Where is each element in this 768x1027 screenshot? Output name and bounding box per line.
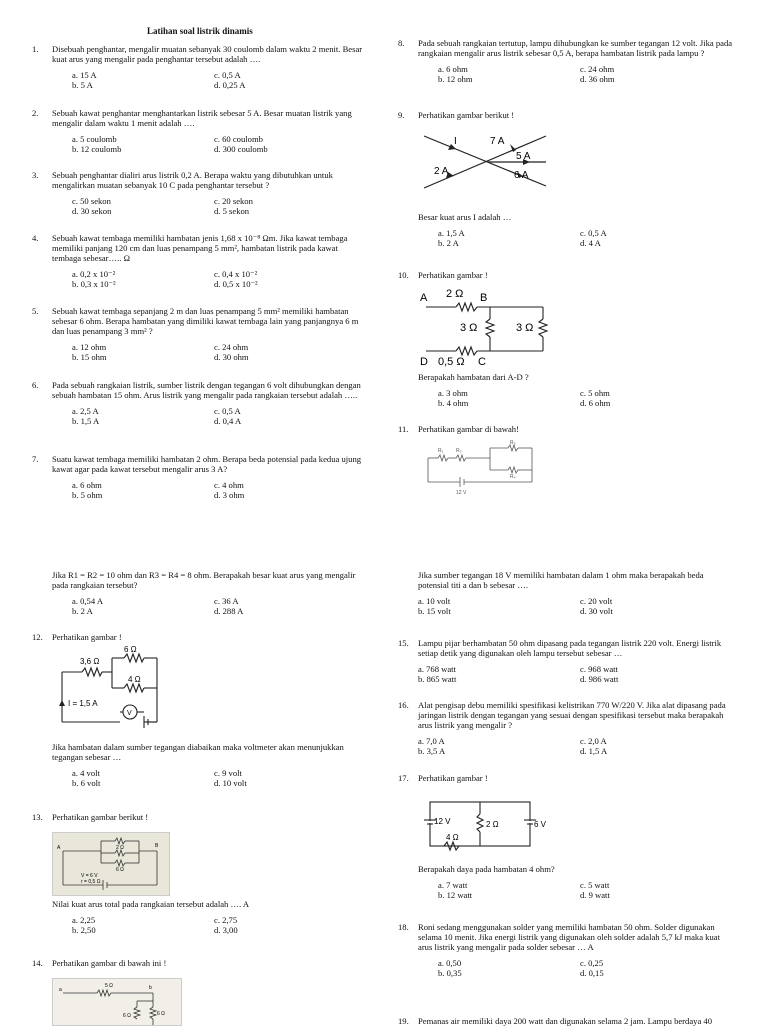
figure-11-circuit [420, 440, 540, 496]
option-a[interactable]: a. 15 A [72, 70, 97, 80]
options [398, 228, 733, 248]
resistor-2ohm: 2 Ω [446, 288, 464, 300]
option-a[interactable]: a. 1,5 A [438, 228, 465, 238]
question-text: Disebuah penghantar, mengalir muatan sebanyak 30 coulomb dalam waktu 2 menit. Besar kuat arus yang mengalir pada penghantar tersebut adalah …. [52, 44, 363, 64]
question-number: 8. [398, 38, 405, 48]
options [32, 134, 367, 154]
node-b: b [149, 985, 152, 991]
options [398, 958, 733, 978]
option-a[interactable]: a. 7,0 A [418, 736, 445, 746]
option-a[interactable]: a. 3 ohm [438, 388, 468, 398]
question-9-continued [398, 212, 733, 248]
option-c[interactable]: c. 5 ohm [580, 388, 610, 398]
question-text: Pada sebuah rangkaian tertutup, lampu dihubungkan ke sumber tegangan 12 volt. Jika pada rangkaian mengalir arus listrik sebesar 0,5 A, berapa hambatan listrik pada lampu ? [418, 38, 733, 58]
question-17-continued [398, 864, 733, 900]
node-b: B [480, 292, 488, 304]
question-2 [32, 108, 367, 154]
question-text: Perhatikan gambar ! [52, 632, 122, 642]
question-19 [398, 1016, 758, 1026]
label-2a: 2 A [434, 166, 449, 177]
options [32, 70, 367, 90]
question-number: 15. [398, 638, 409, 648]
option-c[interactable]: c. 36 A [214, 596, 239, 606]
figure-13-photo [52, 832, 170, 896]
question-text: Roni sedang menggunakan solder yang memiliki hambatan 50 ohm. Solder digunakan selama 10 menit. Jika energi listrik yang digunakan oleh solder adalah 5,7 kJ maka kuat arus listrik yang mengalir pada solder sebesar … A [418, 922, 720, 952]
question-number: 12. [32, 632, 43, 642]
label-12v: 12 V [456, 490, 467, 496]
question-number: 17. [398, 773, 409, 783]
question-10-continued [398, 372, 733, 408]
question-text: Nilai kuat arus total pada rangkaian tersebut adalah …. A [52, 899, 250, 909]
node-d: D [420, 356, 428, 368]
node-c: C [478, 356, 486, 368]
options [32, 196, 367, 216]
option-b[interactable]: b. 2 A [72, 606, 93, 616]
question-text: Sebuah kawat tembaga memiliki hambatan jenis 1,68 x 10⁻⁸ Ωm. Jika kawat tembaga memiliki panjang 120 cm dan luas penampang 5 mm², hambatan listrik pada kawat tembaga sebesar….. Ω [52, 233, 348, 263]
option-b[interactable]: b. 0,35 [438, 968, 462, 978]
options [32, 269, 367, 289]
question-4 [32, 233, 367, 289]
page-title: Latihan soal listrik dinamis [147, 26, 253, 36]
question-text: Perhatikan gambar di bawah! [418, 424, 519, 434]
question-number: 14. [32, 958, 43, 968]
question-number: 13. [32, 812, 43, 822]
options [398, 596, 733, 616]
option-a[interactable]: c. 50 sekon [72, 196, 111, 206]
question-14 [32, 958, 367, 968]
label-5a: 5 A [516, 151, 531, 162]
label-r1: R₁ [438, 448, 444, 454]
label-I: I [454, 136, 457, 147]
question-text: Lampu pijar berhambatan 50 ohm dipasang pada tegangan listrik 220 volt. Energi listrik setiap detik yang digunakan oleh lampu tersebut sebesar … [418, 638, 722, 658]
option-d[interactable]: d. 3 ohm [214, 490, 245, 500]
question-11-continued [32, 570, 367, 616]
label-2ohm: 2 Ω [486, 820, 499, 829]
options [32, 480, 367, 500]
node-b: B [155, 843, 159, 849]
option-b[interactable]: b. 5 A [72, 80, 93, 90]
option-c[interactable]: c. 0,4 x 10⁻² [214, 269, 258, 279]
option-c[interactable]: c. 2,0 A [580, 736, 607, 746]
question-12-continued [32, 742, 367, 788]
option-d[interactable]: d. 0,15 [580, 968, 604, 978]
question-number: 18. [398, 922, 409, 932]
options [398, 388, 733, 408]
option-b[interactable]: b. 865 watt [418, 674, 457, 684]
option-c[interactable]: c. 24 ohm [214, 342, 249, 352]
question-text: Alat pengisap debu memiliki spesifikasi kelistrikan 770 W/220 V. Jika alat dipasang pada jaringan listrik dengan tegangan yang sesuai dengan spesifikasi tersebut maka berapakah arus listrik yang mengalir ? [418, 700, 726, 730]
option-b[interactable]: b. 15 volt [418, 606, 451, 616]
question-number: 2. [32, 108, 39, 118]
label-6ohm-1: 6 Ω [123, 1013, 131, 1019]
option-b[interactable]: d. 30 sekon [72, 206, 112, 216]
question-text: Besar kuat arus I adalah … [418, 212, 512, 222]
node-a: A [57, 845, 61, 851]
question-number: 9. [398, 110, 405, 120]
resistor-05ohm: 0,5 Ω [438, 356, 465, 368]
label-6a: 6 A [514, 170, 529, 181]
option-d[interactable]: d. 986 watt [580, 674, 619, 684]
question-text: Sebuah kawat tembaga sepanjang 2 m dan luas penampang 5 mm² memiliki hambatan sebesar 6 ohm. Berapa hambatan yang dimiliki kawat tembaga lain yang panjangnya 6 m dan luas penampang 3 mm² ? [52, 306, 359, 336]
question-7 [32, 454, 367, 500]
question-number: 3. [32, 170, 39, 180]
question-1 [32, 44, 367, 90]
figure-17-circuit [420, 796, 550, 854]
question-text: Sebuah kawat penghantar menghantarkan listrik sebesar 5 A. Besar muatan listrik yang mengalir dalam waktu 1 menit adalah …. [52, 108, 352, 128]
question-text: Jika R1 = R2 = 10 ohm dan R3 = R4 = 8 ohm. Berapakah besar kuat arus yang mengalir pada rangkaian tersebut? [52, 570, 356, 590]
option-a[interactable]: a. 2,25 [72, 915, 96, 925]
option-c[interactable]: c. 20 sekon [214, 196, 253, 206]
figure-9-current-junction [418, 126, 558, 196]
question-text: Berapakah hambatan dari A-D ? [418, 372, 529, 382]
option-d[interactable]: d. 0,25 A [214, 80, 246, 90]
question-13-continued [32, 899, 367, 935]
option-a[interactable]: a. 5 coulomb [72, 134, 117, 144]
option-d[interactable]: d. 9 watt [580, 890, 610, 900]
option-a[interactable]: a. 768 watt [418, 664, 456, 674]
question-number: 5. [32, 306, 39, 316]
option-a[interactable]: a. 0,50 [438, 958, 462, 968]
option-c[interactable]: c. 0,5 A [214, 406, 241, 416]
question-17 [398, 773, 733, 783]
question-number: 6. [32, 380, 39, 390]
question-12 [32, 632, 367, 642]
option-b[interactable]: b. 5 ohm [72, 490, 103, 500]
option-c[interactable]: c. 60 coulomb [214, 134, 263, 144]
question-number: 7. [32, 454, 39, 464]
question-text: Perhatikan gambar berikut ! [52, 812, 149, 822]
option-c[interactable]: c. 0,5 A [580, 228, 607, 238]
option-c[interactable]: c. 968 watt [580, 664, 618, 674]
options [398, 736, 733, 756]
question-text: Perhatikan gambar di bawah ini ! [52, 958, 167, 968]
figure-10-circuit [418, 285, 553, 370]
option-d[interactable]: d. 300 coulomb [214, 144, 268, 154]
option-d[interactable]: d. 30 ohm [214, 352, 249, 362]
option-b[interactable]: b. 15 ohm [72, 352, 107, 362]
option-c[interactable]: c. 9 volt [214, 768, 242, 778]
question-number: 10. [398, 270, 409, 280]
question-13 [32, 812, 367, 822]
options [32, 406, 367, 426]
question-8 [398, 38, 733, 84]
option-b[interactable]: b. 2 A [438, 238, 459, 248]
option-d[interactable]: d. 30 volt [580, 606, 613, 616]
option-b[interactable]: b. 4 ohm [438, 398, 469, 408]
option-c[interactable]: c. 4 ohm [214, 480, 244, 490]
label-4ohm: 4 Ω [128, 675, 141, 684]
option-d[interactable]: d. 0,5 x 10⁻² [214, 279, 258, 289]
question-14-continued [398, 570, 733, 616]
option-b[interactable]: b. 12 watt [438, 890, 473, 900]
option-b[interactable]: b. 1,5 A [72, 416, 100, 426]
figure-12-circuit [52, 644, 182, 734]
option-d[interactable]: d. 6 ohm [580, 398, 611, 408]
voltmeter-symbol: V [127, 710, 132, 717]
option-c[interactable]: c. 2,75 [214, 915, 238, 925]
options [32, 596, 367, 616]
question-text: Jika hambatan dalam sumber tegangan diabaikan maka voltmeter akan menunjukkan tegangan sebesar … [52, 742, 344, 762]
question-text: Jika sumber tegangan 18 V memiliki hambatan dalam 1 ohm maka berapakah beda potensial titi a dan b sebesar …. [418, 570, 704, 590]
option-d[interactable]: d. 3,00 [214, 925, 238, 935]
option-b[interactable]: b. 6 volt [72, 778, 101, 788]
question-3 [32, 170, 367, 216]
question-9 [398, 110, 733, 120]
figure-14-photo [52, 978, 182, 1026]
options [32, 768, 367, 788]
question-text: Suatu kawat tembaga memiliki hambatan 2 ohm. Berapa beda potensial pada kedua ujung kawat agar pada kawat tersebut mengalir arus 3 A? [52, 454, 362, 474]
node-a: a [59, 987, 62, 993]
option-a[interactable]: a. 4 volt [72, 768, 100, 778]
option-b[interactable]: b. 12 ohm [438, 74, 473, 84]
question-text: Sebuah penghantar dialiri arus listrik 0,2 A. Berapa waktu yang dibutuhkan untuk mengalirkan muatan sebanyak 10 C pada penghantar tersebut ? [52, 170, 333, 190]
option-c[interactable]: c. 20 volt [580, 596, 613, 606]
label-6ohm-2: 6 Ω [157, 1011, 165, 1017]
question-text: Perhatikan gambar ! [418, 270, 488, 280]
question-10 [398, 270, 733, 280]
label-4ohm: 4 Ω [446, 833, 459, 842]
question-18 [398, 922, 733, 978]
option-b[interactable]: b. 3,5 A [418, 746, 446, 756]
label-internal-r: r = 0,5 Ω [81, 879, 101, 885]
question-text: Perhatikan gambar ! [418, 773, 488, 783]
options [398, 64, 733, 84]
question-number: 11. [398, 424, 409, 434]
question-text: Berapakah daya pada hambatan 4 ohm? [418, 864, 555, 874]
option-c[interactable]: c. 5 watt [580, 880, 610, 890]
option-a[interactable]: a. 7 watt [438, 880, 468, 890]
resistor-3ohm-1: 3 Ω [460, 322, 478, 334]
option-a[interactable]: a. 0,54 A [72, 596, 104, 606]
question-number: 19. [398, 1016, 409, 1026]
question-5 [32, 306, 367, 362]
option-c[interactable]: c. 24 ohm [580, 64, 615, 74]
options [398, 880, 733, 900]
question-text: Pemanas air memiliki daya 200 watt dan digunakan selama 2 jam. Lampu berdaya 40 [418, 1016, 713, 1026]
option-c[interactable]: c. 0,5 A [214, 70, 241, 80]
question-text: Perhatikan gambar berikut ! [418, 110, 515, 120]
label-r3: R₃ [510, 440, 516, 446]
label-36ohm: 3,6 Ω [80, 657, 100, 666]
question-6 [32, 380, 367, 426]
label-6ohm: 6 Ω [116, 867, 124, 873]
option-d[interactable]: d. 4 A [580, 238, 601, 248]
option-a[interactable]: a. 0,2 x 10⁻² [72, 269, 116, 279]
question-text: Pada sebuah rangkaian listrik, sumber listrik dengan tegangan 6 volt dihubungkan dengan sebuah hambatan 15 ohm. Arus listrik yang mengalir pada rangkaian tersebut adalah ….. [52, 380, 361, 400]
option-a[interactable]: a. 10 volt [418, 596, 451, 606]
label-r2: R₂ [456, 448, 462, 454]
option-d[interactable]: d. 288 A [214, 606, 244, 616]
option-a[interactable]: a. 6 ohm [438, 64, 468, 74]
question-number: 16. [398, 700, 409, 710]
label-r4: R₄ [510, 474, 516, 480]
label-voltage: V = 6 V [81, 873, 98, 879]
option-a[interactable]: a. 6 ohm [72, 480, 102, 490]
label-2ohm: 2 Ω [116, 845, 124, 851]
option-b[interactable]: b. 2,50 [72, 925, 96, 935]
question-number: 1. [32, 44, 39, 54]
label-7a: 7 A [490, 136, 505, 147]
node-a: A [420, 292, 428, 304]
label-5ohm: 5 Ω [105, 983, 113, 989]
options [32, 342, 367, 362]
label-current: I = 1,5 A [68, 699, 98, 708]
question-15 [398, 638, 733, 684]
option-d[interactable]: d. 10 volt [214, 778, 247, 788]
label-6ohm: 6 Ω [124, 645, 137, 654]
label-12v: 12 V [434, 817, 451, 826]
option-d[interactable]: d. 0,4 A [214, 416, 242, 426]
option-a[interactable]: a. 12 ohm [72, 342, 107, 352]
option-c[interactable]: c. 0,25 [580, 958, 604, 968]
resistor-3ohm-2: 3 Ω [516, 322, 534, 334]
option-b[interactable]: b. 0,3 x 10⁻² [72, 279, 116, 289]
options [398, 664, 733, 684]
question-16 [398, 700, 733, 756]
label-6v: 6 V [534, 820, 547, 829]
question-number: 4. [32, 233, 39, 243]
option-a[interactable]: a. 2,5 A [72, 406, 99, 416]
option-d[interactable]: d. 5 sekon [214, 206, 250, 216]
option-d[interactable]: d. 1,5 A [580, 746, 608, 756]
option-b[interactable]: b. 12 coulomb [72, 144, 122, 154]
question-11 [398, 424, 733, 434]
options [32, 915, 367, 935]
option-d[interactable]: d. 36 ohm [580, 74, 615, 84]
